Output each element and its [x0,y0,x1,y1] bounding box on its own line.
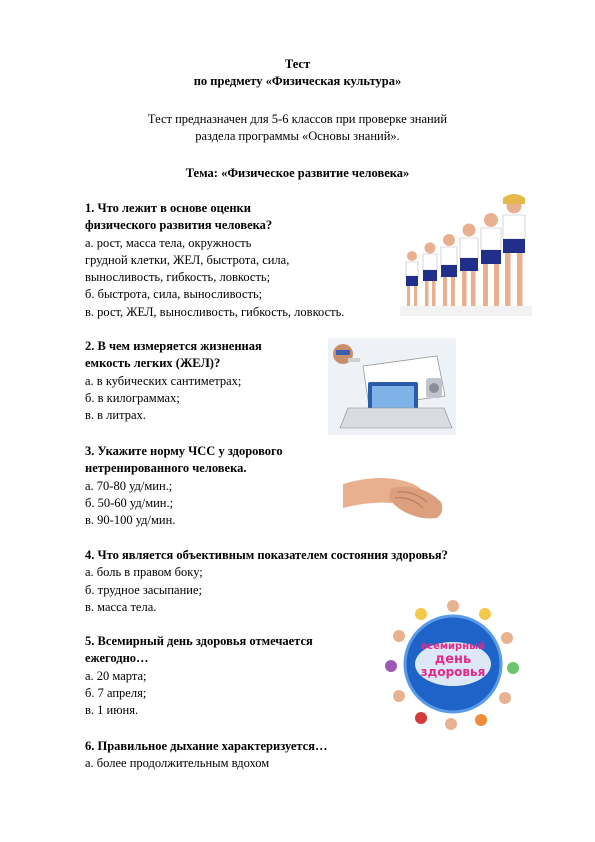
page-subject: по предмету «Физическая культура» [193,74,402,88]
question-1 [85,200,344,321]
question-text: нетренированного человека. [85,461,247,476]
question-text: 3. Укажите норму ЧСС у здорового [85,444,283,458]
answer-option: б. в килограммах; [85,390,180,405]
answer-option: в. 1 июня. [85,703,139,718]
health-day-logo-text [381,640,525,679]
answer-option: б. 50-60 уд/мин.; [85,495,174,510]
answer-option: грудной клетки, ЖЕЛ, быстрота, сила, [85,252,290,267]
question-text: емкость легких (ЖЕЛ)? [85,356,221,371]
answer-option: выносливость, гибкость, ловкость; [85,270,271,285]
answer-option: а. более продолжительным вдохом [85,756,270,771]
question-text: ежегодно… [85,651,149,666]
child-figure [406,251,418,306]
answer-option: б. 7 апреля; [85,685,147,700]
logo-line: всемирный [420,641,486,652]
topic-heading: Тема: «Физическое развитие человека» [185,166,410,180]
world-health-day-image [381,596,525,731]
answer-option: в. в литрах. [85,408,146,423]
question-text: 6. Правильное дыхание характеризуется… [85,739,328,753]
child-figure [503,194,525,306]
page-title: Тест [284,57,311,71]
intro-line-1: Тест предназначен для 5-6 классов при проверке знаний [147,112,448,126]
logo-line: здоровья [420,665,486,679]
child-figure [441,234,457,306]
answer-option: а. рост, масса тела, окружность [85,235,252,250]
logo-line: день [434,652,472,667]
answer-option: а. боль в правом боку; [85,565,203,580]
question-text: 2. В чем измеряется жизненная [85,339,262,353]
question-3 [85,443,283,529]
answer-option: а. 20 марта; [85,668,147,683]
answer-option: б. трудное засыпание; [85,582,202,597]
answer-option: б. быстрота, сила, выносливость; [85,287,263,302]
answer-option: в. масса тела. [85,599,157,614]
child-figure [423,243,437,307]
answer-option: в. 90-100 уд/мин. [85,513,176,528]
question-text: 4. Что является объективным показателем состояния здоровья? [85,548,448,562]
question-text: 1. Что лежит в основе оценки [85,201,251,215]
child-figure [460,224,478,307]
pulse-check-image [343,458,445,534]
answer-option: а. 70-80 уд/мин.; [85,478,173,493]
child-figure [481,213,501,306]
question-text: физического развития человека? [85,218,273,233]
question-6 [85,738,327,773]
answer-option: а. в кубических сантиметрах; [85,373,242,388]
device-keyboard [340,408,452,428]
intro-line-2: раздела программы «Основы знаний». [195,129,400,143]
question-5 [85,633,313,719]
question-text: 5. Всемирный день здоровья отмечается [85,634,313,648]
spirometer-image [328,338,456,435]
answer-option: в. рост, ЖЕЛ, выносливость, гибкость, ловкость. [85,304,345,319]
question-2 [85,338,262,424]
children-growth-image [400,182,532,316]
